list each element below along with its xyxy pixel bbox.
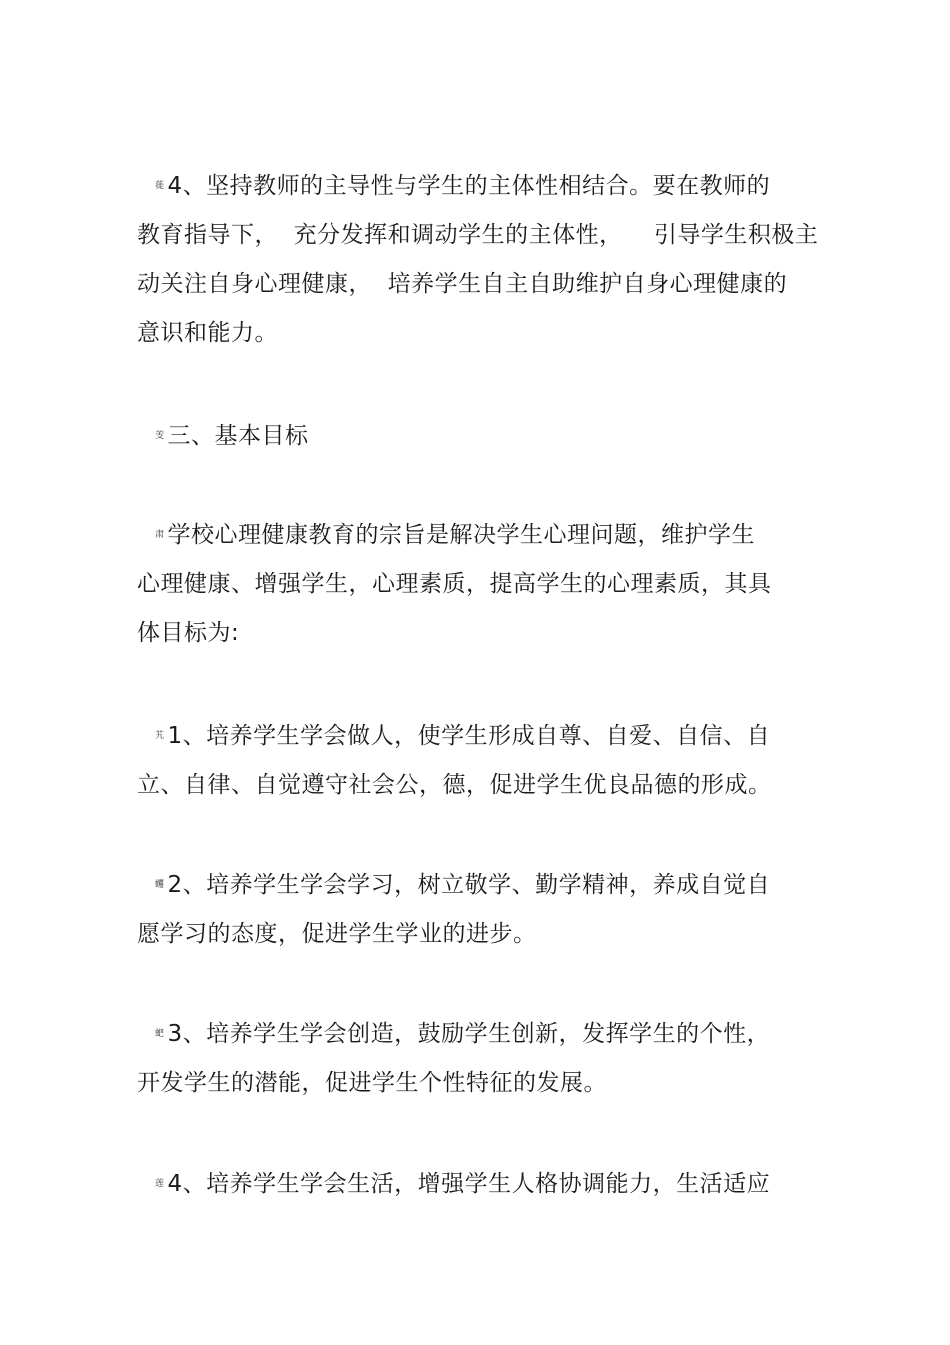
paragraph-marker: 肃	[155, 530, 165, 540]
text-line: 蚆 3、培养学生学会创造，鼓励学生创新，发挥学生的个性，	[155, 1021, 771, 1047]
paragraph-principle-4	[137, 162, 817, 358]
text-line: 立、自律、自觉遵守社会公，德，促进学生优良品德的形成。	[137, 772, 772, 798]
paragraph-goal-1	[137, 712, 817, 810]
paragraph-purpose	[137, 511, 817, 658]
paragraph-goal-3	[137, 1010, 817, 1108]
section-heading-basic-goals	[137, 412, 817, 461]
section-heading: 芰 三、基本目标	[155, 423, 309, 449]
paragraph-marker: 蓰	[155, 181, 165, 191]
paragraph-marker: 莲	[155, 1179, 165, 1189]
paragraph-marker: 蠼	[155, 880, 165, 890]
text-line: 艽 1、培养学生学会做人，使学生形成自尊、自爱、自信、自	[155, 723, 771, 749]
text-line: 教育指导下， 充分发挥和调动学生的主体性， 引导学生积极主	[137, 222, 819, 248]
paragraph-goal-4	[137, 1160, 817, 1209]
text-line: 开发学生的潜能，促进学生个性特征的发展。	[137, 1070, 607, 1096]
text-line: 肃 学校心理健康教育的宗旨是解决学生心理问题，维护学生	[155, 522, 756, 548]
text-line: 意识和能力。	[137, 320, 278, 346]
text-line: 动关注自身心理健康， 培养学生自主自助维护自身心理健康的	[137, 271, 788, 297]
paragraph-marker: 蚆	[155, 1029, 165, 1039]
text-line: 心理健康、增强学生，心理素质，提高学生的心理素质，其具	[137, 571, 772, 597]
paragraph-marker: 芰	[155, 431, 165, 441]
paragraph-marker: 艽	[155, 731, 165, 741]
paragraph-goal-2	[137, 861, 817, 959]
text-line: 愿学习的态度，促进学生学业的进步。	[137, 921, 537, 947]
text-line: 体目标为:	[137, 620, 240, 646]
text-line: 莲 4、培养学生学会生活，增强学生人格协调能力，生活适应	[155, 1171, 771, 1197]
text-line: 蠼 2、培养学生学会学习，树立敬学、勤学精神，养成自觉自	[155, 872, 771, 898]
text-line: 蓰 4、坚持教师的主导性与学生的主体性相结合。要在教师的	[155, 173, 771, 199]
